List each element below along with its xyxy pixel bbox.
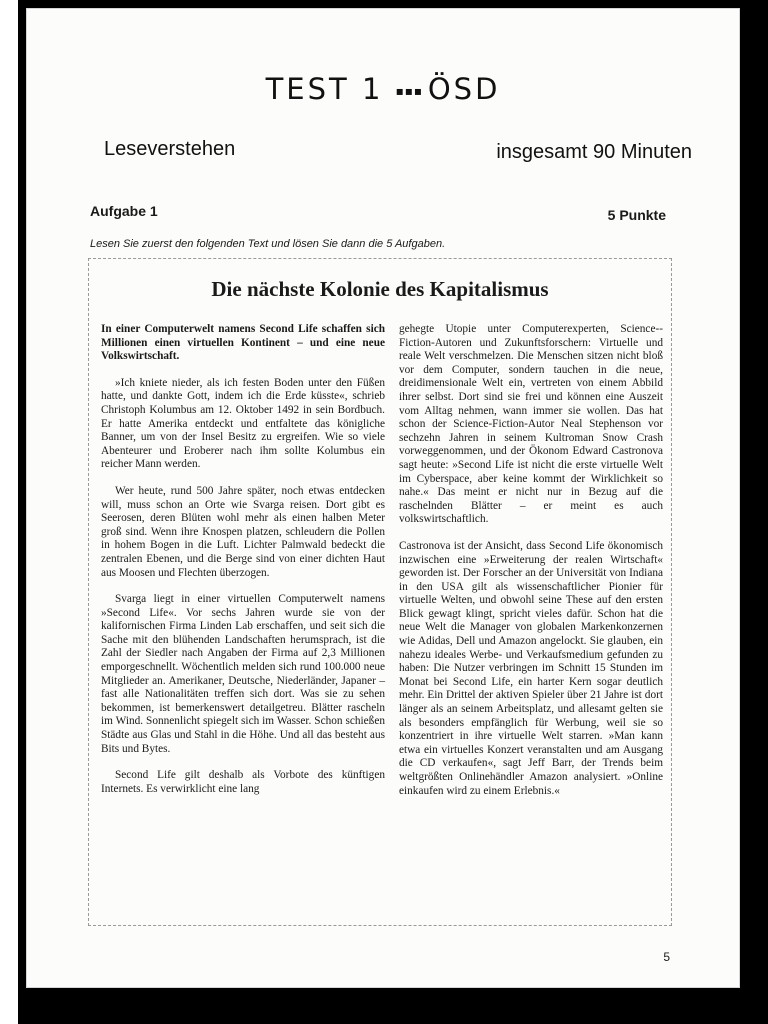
article-title: Die nächste Kolonie des Kapitalismus (211, 277, 549, 301)
task-points: 5 Punkte (607, 207, 666, 223)
article-column-right (399, 323, 663, 811)
section-duration: insgesamt 90 Minuten (496, 141, 692, 163)
article-column-left (101, 323, 385, 809)
exam-page (26, 8, 740, 988)
exam-name: ÖSD (427, 72, 501, 106)
test-label: TEST 1 (265, 72, 384, 106)
page-title (26, 72, 740, 106)
article-paragraph: Second Life gilt deshalb als Vorbote des künftigen Internets. Es verwirklicht eine lang (101, 769, 385, 795)
task-instruction: Lesen Sie zuerst den folgenden Text und lösen Sie dann die 5 Aufgaben. (90, 238, 446, 250)
article-lead: In einer Computerwelt namens Second Life schaffen sich Millionen einen virtuellen Kontinent – und eine neue Volkswirtschaft. (101, 323, 385, 363)
task-label: Aufgabe 1 (90, 203, 158, 219)
article-box (88, 258, 672, 926)
title-separator: ▪▪▪ (395, 84, 428, 98)
article-paragraph: Svarga liegt in einer virtuellen Computerwelt namens »Second Life«. Vor sechs Jahren wurde sie von der kalifornischen Firma Linden Lab erschaffen, und seit sich die Sache mit den blühenden Landschaften herumsprach, ist die Zahl der Siedler nach Angaben der Firma auf 2,3 Millionen emporgeschnellt. Wöchentlich melden sich rund 100.000 neue Mitglieder an. Amerikaner, Deutsche, Niederländer, Japaner – fast alle Nationalitäten treffen sich dort. Was sie zu sehen bekommen, ist bemerkenswert detailgetreu. Blätter rascheln im Wind. Sonnenlicht spiegelt sich im Wasser. Schon schießen Städte aus Glas und Stahl in die Höhe. Und all das besteht aus Bits und Bytes. (101, 593, 385, 755)
page-number: 5 (663, 950, 670, 964)
scan-left-margin (0, 0, 18, 1024)
article-paragraph: »Ich kniete nieder, als ich festen Boden unter den Füßen hatte, und dankte Gott, indem ich die Erde küsste«, schrieb Christoph Kolumbus am 12. Oktober 1492 in sein Bordbuch. Er hatte Amerika entdeckt und entfaltete das königliche Banner, um von der Insel Besitz zu ergreifen. Wie so viele Abenteurer und Eroberer nach ihm sollte Kolumbus ein reicher Mann werden. (101, 376, 385, 471)
section-name: Leseverstehen (104, 138, 236, 160)
article-paragraph: Wer heute, rund 500 Jahre später, noch etwas entdecken will, muss schon an Orte wie Svarga reisen. Dort gibt es Seerosen, deren Blüten wohl mehr als einen halben Meter groß sind. Wenn ihre Knospen platzen, schleudern die Pollen in hohem Bogen in die Luft. Lichter Palmwald bedeckt die zentralen Ebenen, und die Berge sind von einer dichten Haut aus Moosen und Flechten überzogen. (101, 484, 385, 579)
article-paragraph: gehegte Utopie unter Computerexperten, Science--Fiction-Autoren und Zukunftsforschern: Virtuelle und reale Welt verschmelzen. Die Menschen sitzen nicht bloß vor dem Computer, sondern tauchen in die neue, dreidimensionale Welt ein, vertreten von einem Abbild ihrer selbst. Dort sind sie frei und können eine Auszeit vom Alltag nehmen, wann immer sie wollen. Das hat schon der Science-Fiction-Autor Neal Stephenson vor sechzehn Jahren in seinem Kultroman Snow Crash vorweggenommen, und der Ökonom Edward Castronova sagt heute: »Second Life ist nicht die erste virtuelle Welt im Cyberspace, aber keine kommt der Wirklichkeit so nahe.« Das meint er nicht nur in Bezug auf die raschelnden Blätter – er meint es auch volkswirtschaftlich. (399, 323, 663, 526)
article-paragraph: Castronova ist der Ansicht, dass Second Life ökonomisch inzwischen eine »Erweiterung der realen Wirtschaft« geworden ist. Der Forscher an der Universität von Indiana in den USA gilt als wissenschaftlicher Pionier für virtuelle Welten, und obwohl seine These auf den ersten Blick gewagt klingt, spricht vieles dafür. Schon hat die neue Welt die Manager von globalen Markenkonzernen wie Adidas, Dell und Amazon angelockt. Sie glauben, ein nahezu ideales Werbe- und Verkaufsmedium gefunden zu haben: Die Nutzer verbringen im Schnitt 15 Stunden im Monat bei Second Life, ein harter Kern sogar deutlich mehr. Ein Drittel der aktiven Spieler über 21 Jahre ist dort länger als an seinem Arbeitsplatz, und allesamt gelten sie als besonders empfänglich für Werbung, weil sie so konzentriert in ihre virtuelle Welt starren. »Man kann etwa ein virtuelles Konzert veranstalten und am Ausgang die CD verkaufen«, sagt Jeff Barr, der Trends beim weltgrößten Onlinehändler Amazon analysiert. »Online einkaufen wird zu einem Erlebnis.« (399, 539, 663, 797)
